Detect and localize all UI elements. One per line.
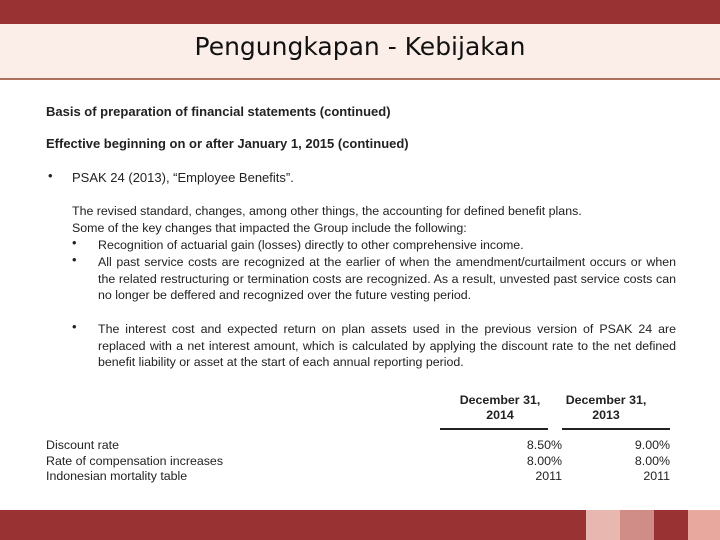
cell-discount-2014: 8.50% bbox=[526, 438, 562, 452]
heading-basis: Basis of preparation of financial statements (continued) bbox=[46, 104, 391, 119]
col-header-2014-line1: December 31, bbox=[459, 393, 541, 407]
col-header-2014-line2: 2014 bbox=[486, 408, 514, 422]
top-bar bbox=[0, 0, 720, 24]
cell-compensation-2014: 8.00% bbox=[526, 454, 562, 468]
footer-block-light bbox=[586, 510, 620, 540]
col-header-2013-line2: 2013 bbox=[592, 408, 620, 422]
bullet-3: The interest cost and expected return on plan assets used in the previous version of PSAK 24 are replaced with a net interest amount, which is calculated by applying the discount rate to the net defined benefit liability or asset at the start of each annual reporting period. bbox=[98, 322, 676, 370]
bullet-icon: • bbox=[72, 235, 77, 250]
row-label-compensation: Rate of compensation increases bbox=[46, 454, 224, 468]
footer-block-mid bbox=[620, 510, 654, 540]
bullet-1: Recognition of actuarial gain (losses) directly to other comprehensive income. bbox=[98, 238, 524, 252]
heading-effective: Effective beginning on or after January 1, 2015 (continued) bbox=[46, 136, 409, 151]
cell-mortality-2014: 2011 bbox=[535, 469, 562, 483]
footer-block-end bbox=[688, 510, 720, 540]
col-header-2014 bbox=[440, 393, 560, 423]
title-band bbox=[0, 24, 720, 80]
cell-discount-2013: 9.00% bbox=[634, 438, 670, 452]
bullet-2: All past service costs are recognized at the earlier of when the amendment/curtailment occurs or when the related restructuring or termination costs are recognized. As a result, unvested past service costs can no longer be deffered and recognized over the future vesting period. bbox=[98, 255, 676, 303]
cell-compensation-2013: 8.00% bbox=[634, 454, 670, 468]
slide-title: Pengungkapan - Kebijakan bbox=[194, 32, 526, 61]
col-header-2013 bbox=[546, 393, 666, 423]
bullet-icon: • bbox=[72, 252, 77, 267]
cell-mortality-2013: 2011 bbox=[643, 469, 670, 483]
bullet-icon: • bbox=[48, 168, 53, 183]
col-rule-2013 bbox=[562, 428, 670, 430]
intro-line-2: Some of the key changes that impacted the Group include the following: bbox=[72, 221, 467, 235]
psak-item: PSAK 24 (2013), “Employee Benefits”. bbox=[72, 170, 294, 185]
col-header-2013-line1: December 31, bbox=[565, 393, 647, 407]
col-rule-2014 bbox=[440, 428, 548, 430]
row-label-discount: Discount rate bbox=[46, 438, 120, 452]
intro-line-1: The revised standard, changes, among other things, the accounting for defined benefit plans. bbox=[72, 204, 582, 218]
row-label-mortality: Indonesian mortality table bbox=[46, 469, 188, 483]
footer-block-accent bbox=[654, 510, 688, 540]
bullet-icon: • bbox=[72, 319, 77, 334]
